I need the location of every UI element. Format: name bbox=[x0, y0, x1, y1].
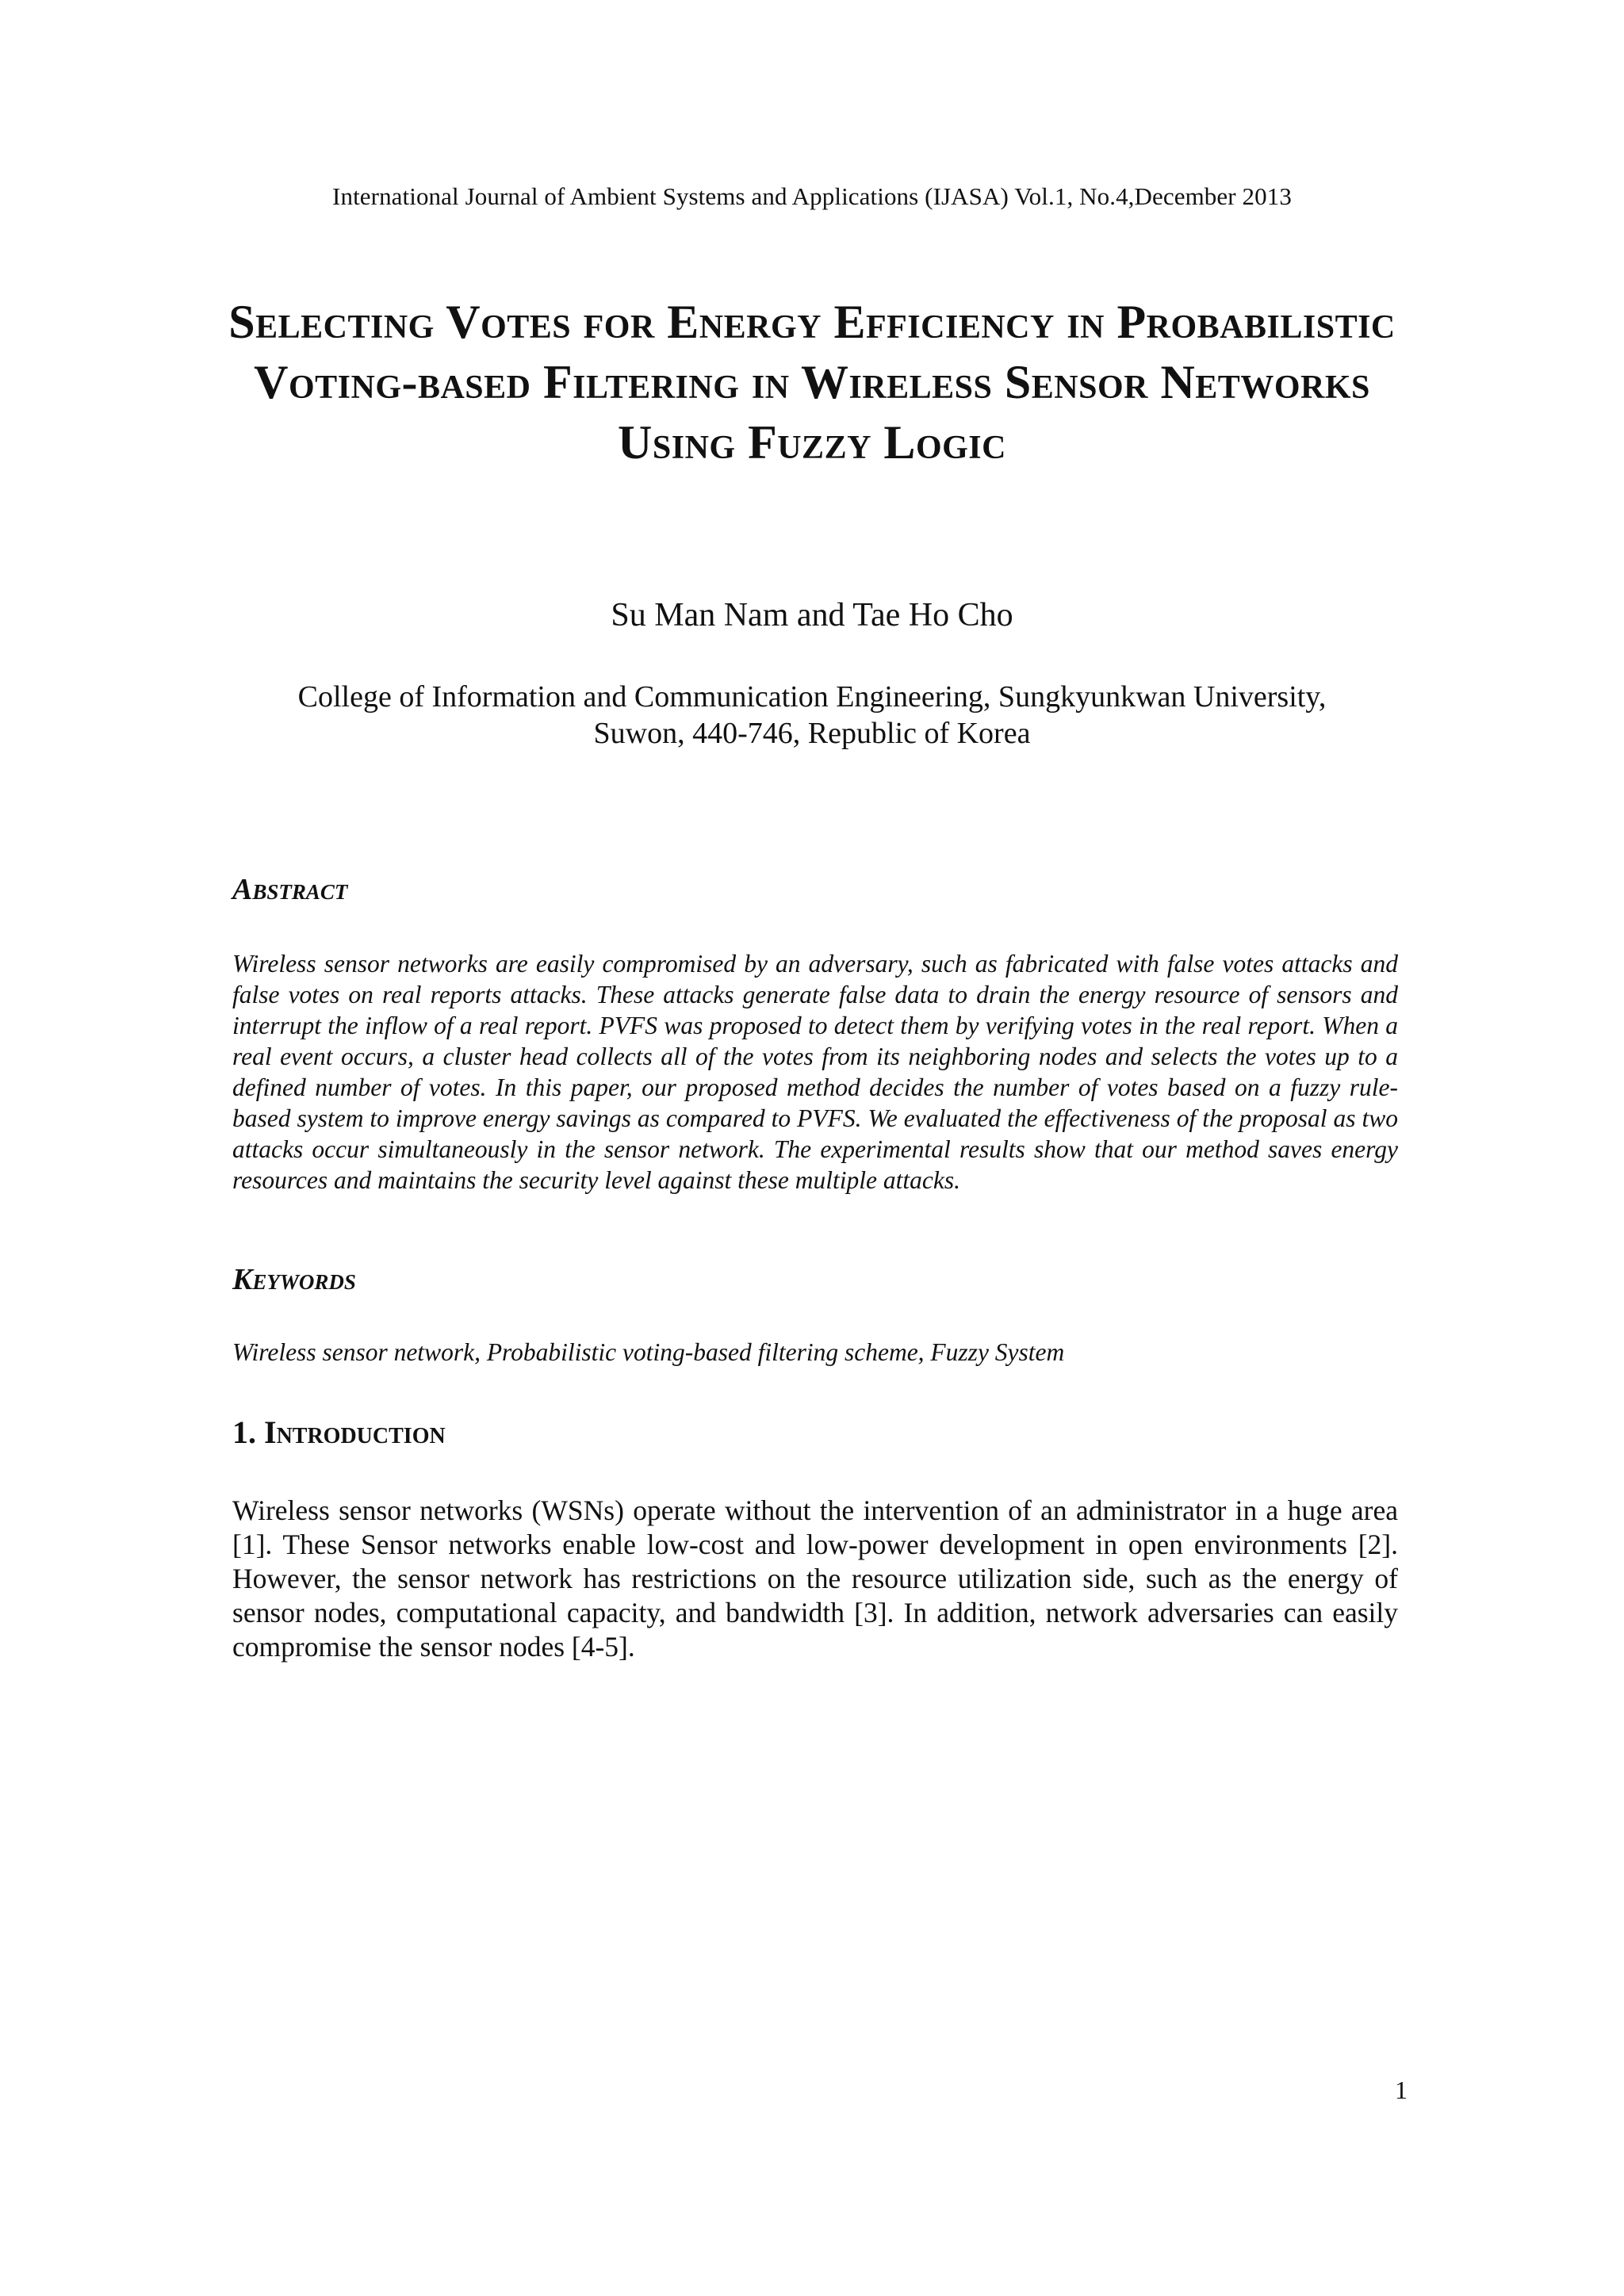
journal-running-head: International Journal of Ambient Systems and Applications (IJASA) Vol.1, No.4,December 2013 bbox=[332, 182, 1292, 210]
affiliation-line-1: College of Information and Communication Engineering, Sungkyunkwan University, bbox=[297, 680, 1327, 714]
keywords-text: Wireless sensor network, Probabilistic voting-based filtering scheme, Fuzzy System bbox=[232, 1338, 1065, 1366]
keywords-heading: Keywords bbox=[232, 1263, 356, 1296]
affiliation-line-2: Suwon, 440-746, Republic of Korea bbox=[593, 717, 1031, 750]
paper-title: Selecting Votes for Energy Efficiency in Probabilistic Voting-based Filtering in Wireless Sensor Networks Using Fuzzy Logic bbox=[228, 296, 1396, 469]
page-number: 1 bbox=[1395, 2076, 1408, 2104]
author-names: Su Man Nam and Tae Ho Cho bbox=[611, 597, 1013, 633]
abstract-text: Wireless sensor networks are easily compromised by an adversary, such as fabricated with false votes attacks and false votes on real reports attacks. These attacks generate false data to drain the energy resource of sensors and interrupt the inflow of a real report. PVFS was proposed to detect them by verifying votes in the real report. When a real event occurs, a cluster head collects all of the votes from its neighboring nodes and selects the votes up to a defined number of votes. In this paper, our proposed method decides the number of votes based on a fuzzy rule-based system to improve energy savings as compared to PVFS. We evaluated the effectiveness of the proposal as two attacks occur simultaneously in the sensor network. The experimental results show that our method saves energy resources and maintains the security level against these multiple attacks. bbox=[232, 950, 1398, 1194]
introduction-heading: 1. Introduction bbox=[232, 1414, 446, 1450]
introduction-text: Wireless sensor networks (WSNs) operate without the intervention of an administrator in a huge area [1]. These Sensor networks enable low-cost and low-power development in open environments [2]. However, the sensor network has restrictions on the resource utilization side, such as the energy of sensor nodes, computational capacity, and bandwidth [3]. In addition, network adversaries can easily compromise the sensor nodes [4-5]. bbox=[232, 1494, 1398, 1663]
abstract-heading: Abstract bbox=[232, 873, 348, 906]
author-affiliation bbox=[190, 679, 1434, 752]
